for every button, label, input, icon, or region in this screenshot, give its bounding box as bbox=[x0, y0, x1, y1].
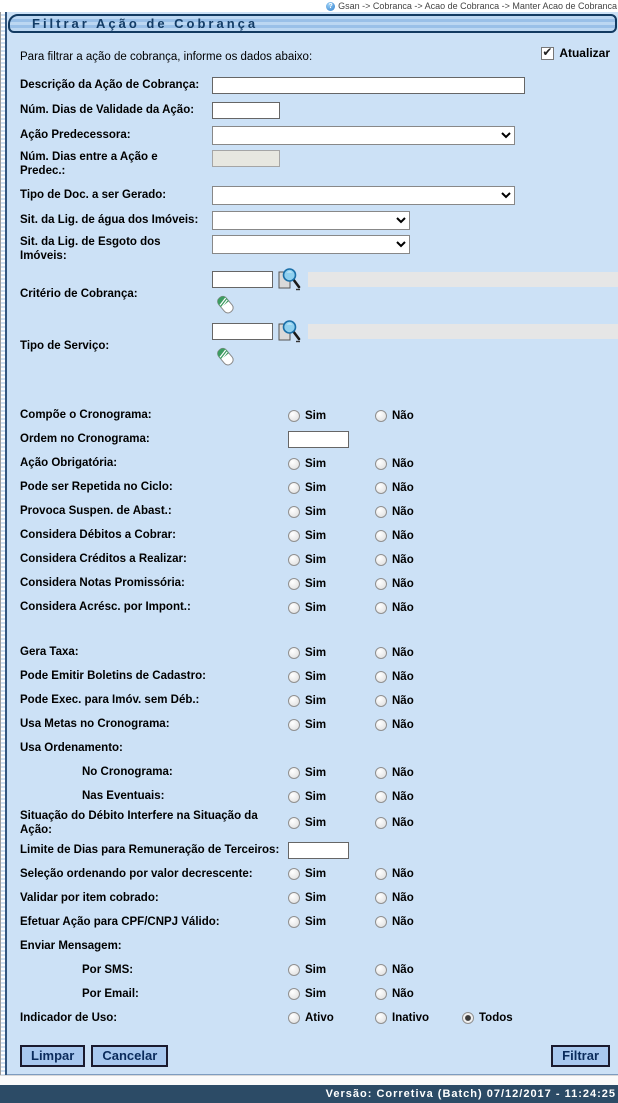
limpar-button[interactable]: Limpar bbox=[20, 1045, 85, 1067]
radio-option[interactable] bbox=[288, 554, 375, 566]
atualizar-option[interactable] bbox=[541, 46, 610, 60]
radio-option[interactable] bbox=[288, 602, 375, 614]
radio-input[interactable] bbox=[375, 482, 387, 494]
radio-option-label: Não bbox=[392, 457, 414, 470]
row-label: Gera Taxa: bbox=[20, 646, 79, 659]
radio-option[interactable] bbox=[375, 410, 462, 422]
row-label: Limite de Dias para Remuneração de Terceiros: bbox=[20, 844, 280, 857]
radio-option[interactable] bbox=[375, 988, 462, 1000]
row-label: Considera Notas Promissória: bbox=[20, 577, 185, 590]
radio-option[interactable] bbox=[375, 578, 462, 590]
radio-option-label: Sim bbox=[305, 892, 327, 905]
radio-option-label: Todos bbox=[479, 1012, 513, 1025]
dias-entre-label: Núm. Dias entre a Ação e Predec.: bbox=[20, 151, 158, 178]
dias-validade-input[interactable] bbox=[212, 102, 280, 119]
row-label: Compõe o Cronograma: bbox=[20, 409, 152, 422]
radio-option[interactable] bbox=[288, 791, 375, 803]
radio-option-label: Sim bbox=[305, 718, 327, 731]
footer-bar bbox=[0, 1085, 618, 1103]
row-label: Ação Obrigatória: bbox=[20, 457, 118, 470]
radio-input[interactable] bbox=[375, 964, 387, 976]
radio-option-label: Não bbox=[392, 790, 414, 803]
radio-option[interactable] bbox=[375, 964, 462, 976]
radio-option-label: Sim bbox=[305, 988, 327, 1001]
row-label: Pode Exec. para Imóv. sem Déb.: bbox=[20, 694, 200, 707]
radio-input[interactable] bbox=[288, 817, 300, 829]
cancelar-button[interactable]: Cancelar bbox=[91, 1045, 168, 1067]
predecessora-label: Ação Predecessora: bbox=[20, 128, 131, 141]
radio-option[interactable] bbox=[288, 647, 375, 659]
row-label: Validar por item cobrado: bbox=[20, 892, 159, 905]
radio-option-label: Não bbox=[392, 718, 414, 731]
row-label: Pode Emitir Boletins de Cadastro: bbox=[20, 670, 206, 683]
radio-option[interactable] bbox=[462, 1012, 549, 1024]
radio-input[interactable] bbox=[288, 868, 300, 880]
radio-option[interactable] bbox=[288, 1012, 375, 1024]
filter-form bbox=[7, 12, 618, 1075]
radio-input[interactable] bbox=[288, 767, 300, 779]
radio-option[interactable] bbox=[375, 602, 462, 614]
descricao-input[interactable] bbox=[212, 77, 525, 94]
radio-input[interactable] bbox=[462, 1012, 474, 1024]
version-text: Versão: Corretiva (Batch) 07/12/2017 - 11:24:25 bbox=[325, 1088, 616, 1100]
radio-option-label: Não bbox=[392, 766, 414, 779]
radio-input[interactable] bbox=[288, 1012, 300, 1024]
radio-input[interactable] bbox=[375, 916, 387, 928]
page-title: Filtrar Ação de Cobrança bbox=[32, 16, 259, 31]
radio-input[interactable] bbox=[375, 817, 387, 829]
breadcrumb[interactable]: Gsan -> Cobranca -> Acao de Cobranca -> Manter Acao de Cobranca bbox=[338, 1, 617, 11]
radio-option-label: Não bbox=[392, 601, 414, 614]
section-label: Usa Ordenamento: bbox=[20, 742, 123, 755]
radio-input[interactable] bbox=[288, 602, 300, 614]
radio-option-label: Ativo bbox=[305, 1012, 334, 1025]
row-label: Situação do Débito Interfere na Situação da Ação: bbox=[20, 810, 258, 837]
criterio-eraser-icon[interactable] bbox=[216, 294, 235, 316]
radio-option[interactable] bbox=[375, 892, 462, 904]
radio-input[interactable] bbox=[375, 892, 387, 904]
radio-input[interactable] bbox=[375, 458, 387, 470]
tipo-servico-code-input[interactable] bbox=[212, 323, 273, 340]
radio-input[interactable] bbox=[375, 554, 387, 566]
tipo-servico-search-magnifier-icon[interactable] bbox=[277, 319, 302, 343]
radio-option[interactable] bbox=[375, 482, 462, 494]
radio-input[interactable] bbox=[375, 410, 387, 422]
radio-input[interactable] bbox=[288, 578, 300, 590]
intro-text: Para filtrar a ação de cobrança, informe os dados abaixo: bbox=[20, 51, 313, 63]
row-label: No Cronograma: bbox=[82, 766, 173, 779]
radio-option[interactable] bbox=[375, 1012, 462, 1024]
descricao-label: Descrição da Ação de Cobrança: bbox=[20, 78, 200, 91]
radio-option-label: Sim bbox=[305, 766, 327, 779]
radio-option[interactable] bbox=[288, 988, 375, 1000]
radio-option[interactable] bbox=[375, 647, 462, 659]
radio-option-label: Não bbox=[392, 481, 414, 494]
row-label: Pode ser Repetida no Ciclo: bbox=[20, 481, 173, 494]
radio-option[interactable] bbox=[288, 410, 375, 422]
radio-option[interactable] bbox=[288, 817, 375, 829]
radio-input[interactable] bbox=[288, 506, 300, 518]
row-label: Ordem no Cronograma: bbox=[20, 433, 150, 446]
radio-input[interactable] bbox=[288, 916, 300, 928]
criterio-description-field bbox=[308, 272, 618, 287]
tipo-doc-label: Tipo de Doc. a ser Gerado: bbox=[20, 188, 167, 201]
radio-option-label: Sim bbox=[305, 505, 327, 518]
radio-option[interactable] bbox=[375, 719, 462, 731]
radio-input[interactable] bbox=[375, 791, 387, 803]
radio-option-label: Sim bbox=[305, 601, 327, 614]
row-text-input[interactable] bbox=[288, 842, 349, 859]
titlebar bbox=[8, 14, 617, 33]
criterio-label: Critério de Cobrança: bbox=[20, 287, 138, 300]
radio-option[interactable] bbox=[375, 791, 462, 803]
radio-input[interactable] bbox=[288, 988, 300, 1000]
tipo-servico-description-field bbox=[308, 324, 618, 339]
radio-input[interactable] bbox=[375, 988, 387, 1000]
radio-option[interactable] bbox=[288, 578, 375, 590]
radio-option-label: Não bbox=[392, 670, 414, 683]
radio-option[interactable] bbox=[375, 530, 462, 542]
radio-input[interactable] bbox=[288, 695, 300, 707]
radio-input[interactable] bbox=[375, 868, 387, 880]
radio-input[interactable] bbox=[375, 695, 387, 707]
radio-input[interactable] bbox=[288, 554, 300, 566]
radio-option[interactable] bbox=[288, 868, 375, 880]
radio-option-label: Sim bbox=[305, 553, 327, 566]
radio-input[interactable] bbox=[288, 671, 300, 683]
tipo-servico-label: Tipo de Serviço: bbox=[20, 339, 110, 352]
options-section bbox=[7, 404, 618, 1031]
help-icon[interactable]: ? bbox=[326, 2, 335, 11]
row-label: Nas Eventuais: bbox=[82, 790, 165, 803]
row-label: Considera Créditos a Realizar: bbox=[20, 553, 187, 566]
radio-input[interactable] bbox=[375, 671, 387, 683]
row-label: Efetuar Ação para CPF/CNPJ Válido: bbox=[20, 916, 220, 929]
radio-option-label: Sim bbox=[305, 481, 327, 494]
radio-input[interactable] bbox=[288, 892, 300, 904]
row-label: Seleção ordenando por valor decrescente: bbox=[20, 868, 253, 881]
radio-option[interactable] bbox=[288, 719, 375, 731]
radio-option-label: Não bbox=[392, 817, 414, 830]
breadcrumb-bar bbox=[0, 0, 618, 12]
radio-option-label: Sim bbox=[305, 529, 327, 542]
radio-input[interactable] bbox=[375, 1012, 387, 1024]
radio-option-label: Sim bbox=[305, 790, 327, 803]
sit-agua-label: Sit. da Lig. de água dos Imóveis: bbox=[20, 213, 199, 226]
radio-input[interactable] bbox=[288, 458, 300, 470]
radio-input[interactable] bbox=[288, 964, 300, 976]
radio-option-label: Não bbox=[392, 964, 414, 977]
radio-option-label: Sim bbox=[305, 577, 327, 590]
row-label: Por Email: bbox=[82, 988, 139, 1001]
radio-option[interactable] bbox=[375, 671, 462, 683]
radio-input[interactable] bbox=[288, 410, 300, 422]
row-label: Por SMS: bbox=[82, 964, 134, 977]
dias-entre-input bbox=[212, 150, 280, 167]
row-label: Considera Débitos a Cobrar: bbox=[20, 529, 176, 542]
radio-option-label: Sim bbox=[305, 964, 327, 977]
sit-agua-select[interactable] bbox=[212, 211, 410, 230]
radio-option-label: Sim bbox=[305, 916, 327, 929]
criterio-code-input[interactable] bbox=[212, 271, 273, 288]
radio-option[interactable] bbox=[288, 695, 375, 707]
radio-option-label: Não bbox=[392, 553, 414, 566]
radio-option-label: Sim bbox=[305, 409, 327, 422]
tipo-doc-select[interactable] bbox=[212, 186, 515, 205]
radio-option[interactable] bbox=[288, 671, 375, 683]
radio-option-label: Inativo bbox=[392, 1012, 430, 1025]
radio-option-label: Sim bbox=[305, 670, 327, 683]
radio-option-label: Não bbox=[392, 529, 414, 542]
radio-option[interactable] bbox=[375, 506, 462, 518]
atualizar-checkbox[interactable] bbox=[541, 47, 554, 60]
row-label: Considera Acrésc. por Impont.: bbox=[20, 601, 191, 614]
section-label: Enviar Mensagem: bbox=[20, 940, 122, 953]
radio-option[interactable] bbox=[375, 817, 462, 829]
radio-option[interactable] bbox=[288, 916, 375, 928]
row-label: Indicador de Uso: bbox=[20, 1012, 118, 1025]
radio-input[interactable] bbox=[375, 647, 387, 659]
radio-input[interactable] bbox=[288, 647, 300, 659]
radio-option-label: Não bbox=[392, 694, 414, 707]
radio-option[interactable] bbox=[288, 892, 375, 904]
criterio-search-magnifier-icon[interactable] bbox=[277, 267, 302, 291]
radio-option-label: Não bbox=[392, 916, 414, 929]
row-text-input[interactable] bbox=[288, 431, 349, 448]
radio-option[interactable] bbox=[375, 695, 462, 707]
radio-option[interactable] bbox=[288, 530, 375, 542]
radio-input[interactable] bbox=[375, 767, 387, 779]
dias-validade-label: Núm. Dias de Validade da Ação: bbox=[20, 103, 195, 116]
radio-option[interactable] bbox=[288, 458, 375, 470]
radio-option-label: Não bbox=[392, 868, 414, 881]
radio-option-label: Não bbox=[392, 577, 414, 590]
radio-option[interactable] bbox=[375, 916, 462, 928]
radio-option[interactable] bbox=[375, 767, 462, 779]
radio-option-label: Não bbox=[392, 505, 414, 518]
radio-option-label: Não bbox=[392, 646, 414, 659]
radio-input[interactable] bbox=[375, 506, 387, 518]
radio-option-label: Sim bbox=[305, 694, 327, 707]
radio-option[interactable] bbox=[375, 868, 462, 880]
radio-option-label: Sim bbox=[305, 817, 327, 830]
radio-input[interactable] bbox=[288, 482, 300, 494]
radio-input[interactable] bbox=[288, 530, 300, 542]
sit-esgoto-label: Sit. da Lig. de Esgoto dos Imóveis: bbox=[20, 236, 161, 263]
sit-esgoto-select[interactable] bbox=[212, 235, 410, 254]
radio-option-label: Não bbox=[392, 988, 414, 1001]
atualizar-label: Atualizar bbox=[559, 46, 610, 60]
row-label: Usa Metas no Cronograma: bbox=[20, 718, 170, 731]
radio-input[interactable] bbox=[288, 719, 300, 731]
filtrar-button[interactable]: Filtrar bbox=[551, 1045, 610, 1067]
left-decorative-strip bbox=[0, 12, 7, 1075]
tipo-servico-eraser-icon[interactable] bbox=[216, 346, 235, 368]
radio-input[interactable] bbox=[375, 530, 387, 542]
radio-input[interactable] bbox=[288, 791, 300, 803]
radio-option-label: Sim bbox=[305, 457, 327, 470]
radio-input[interactable] bbox=[375, 578, 387, 590]
row-label: Provoca Suspen. de Abast.: bbox=[20, 505, 172, 518]
radio-option-label: Sim bbox=[305, 868, 327, 881]
radio-input[interactable] bbox=[375, 719, 387, 731]
radio-option[interactable] bbox=[288, 964, 375, 976]
radio-option[interactable] bbox=[375, 458, 462, 470]
footer-divider bbox=[0, 1075, 618, 1085]
radio-option[interactable] bbox=[288, 506, 375, 518]
radio-option-label: Sim bbox=[305, 646, 327, 659]
radio-option[interactable] bbox=[288, 482, 375, 494]
radio-option-label: Não bbox=[392, 892, 414, 905]
radio-option-label: Não bbox=[392, 409, 414, 422]
radio-option[interactable] bbox=[375, 554, 462, 566]
radio-input[interactable] bbox=[375, 602, 387, 614]
radio-option[interactable] bbox=[288, 767, 375, 779]
predecessora-select[interactable] bbox=[212, 126, 515, 145]
